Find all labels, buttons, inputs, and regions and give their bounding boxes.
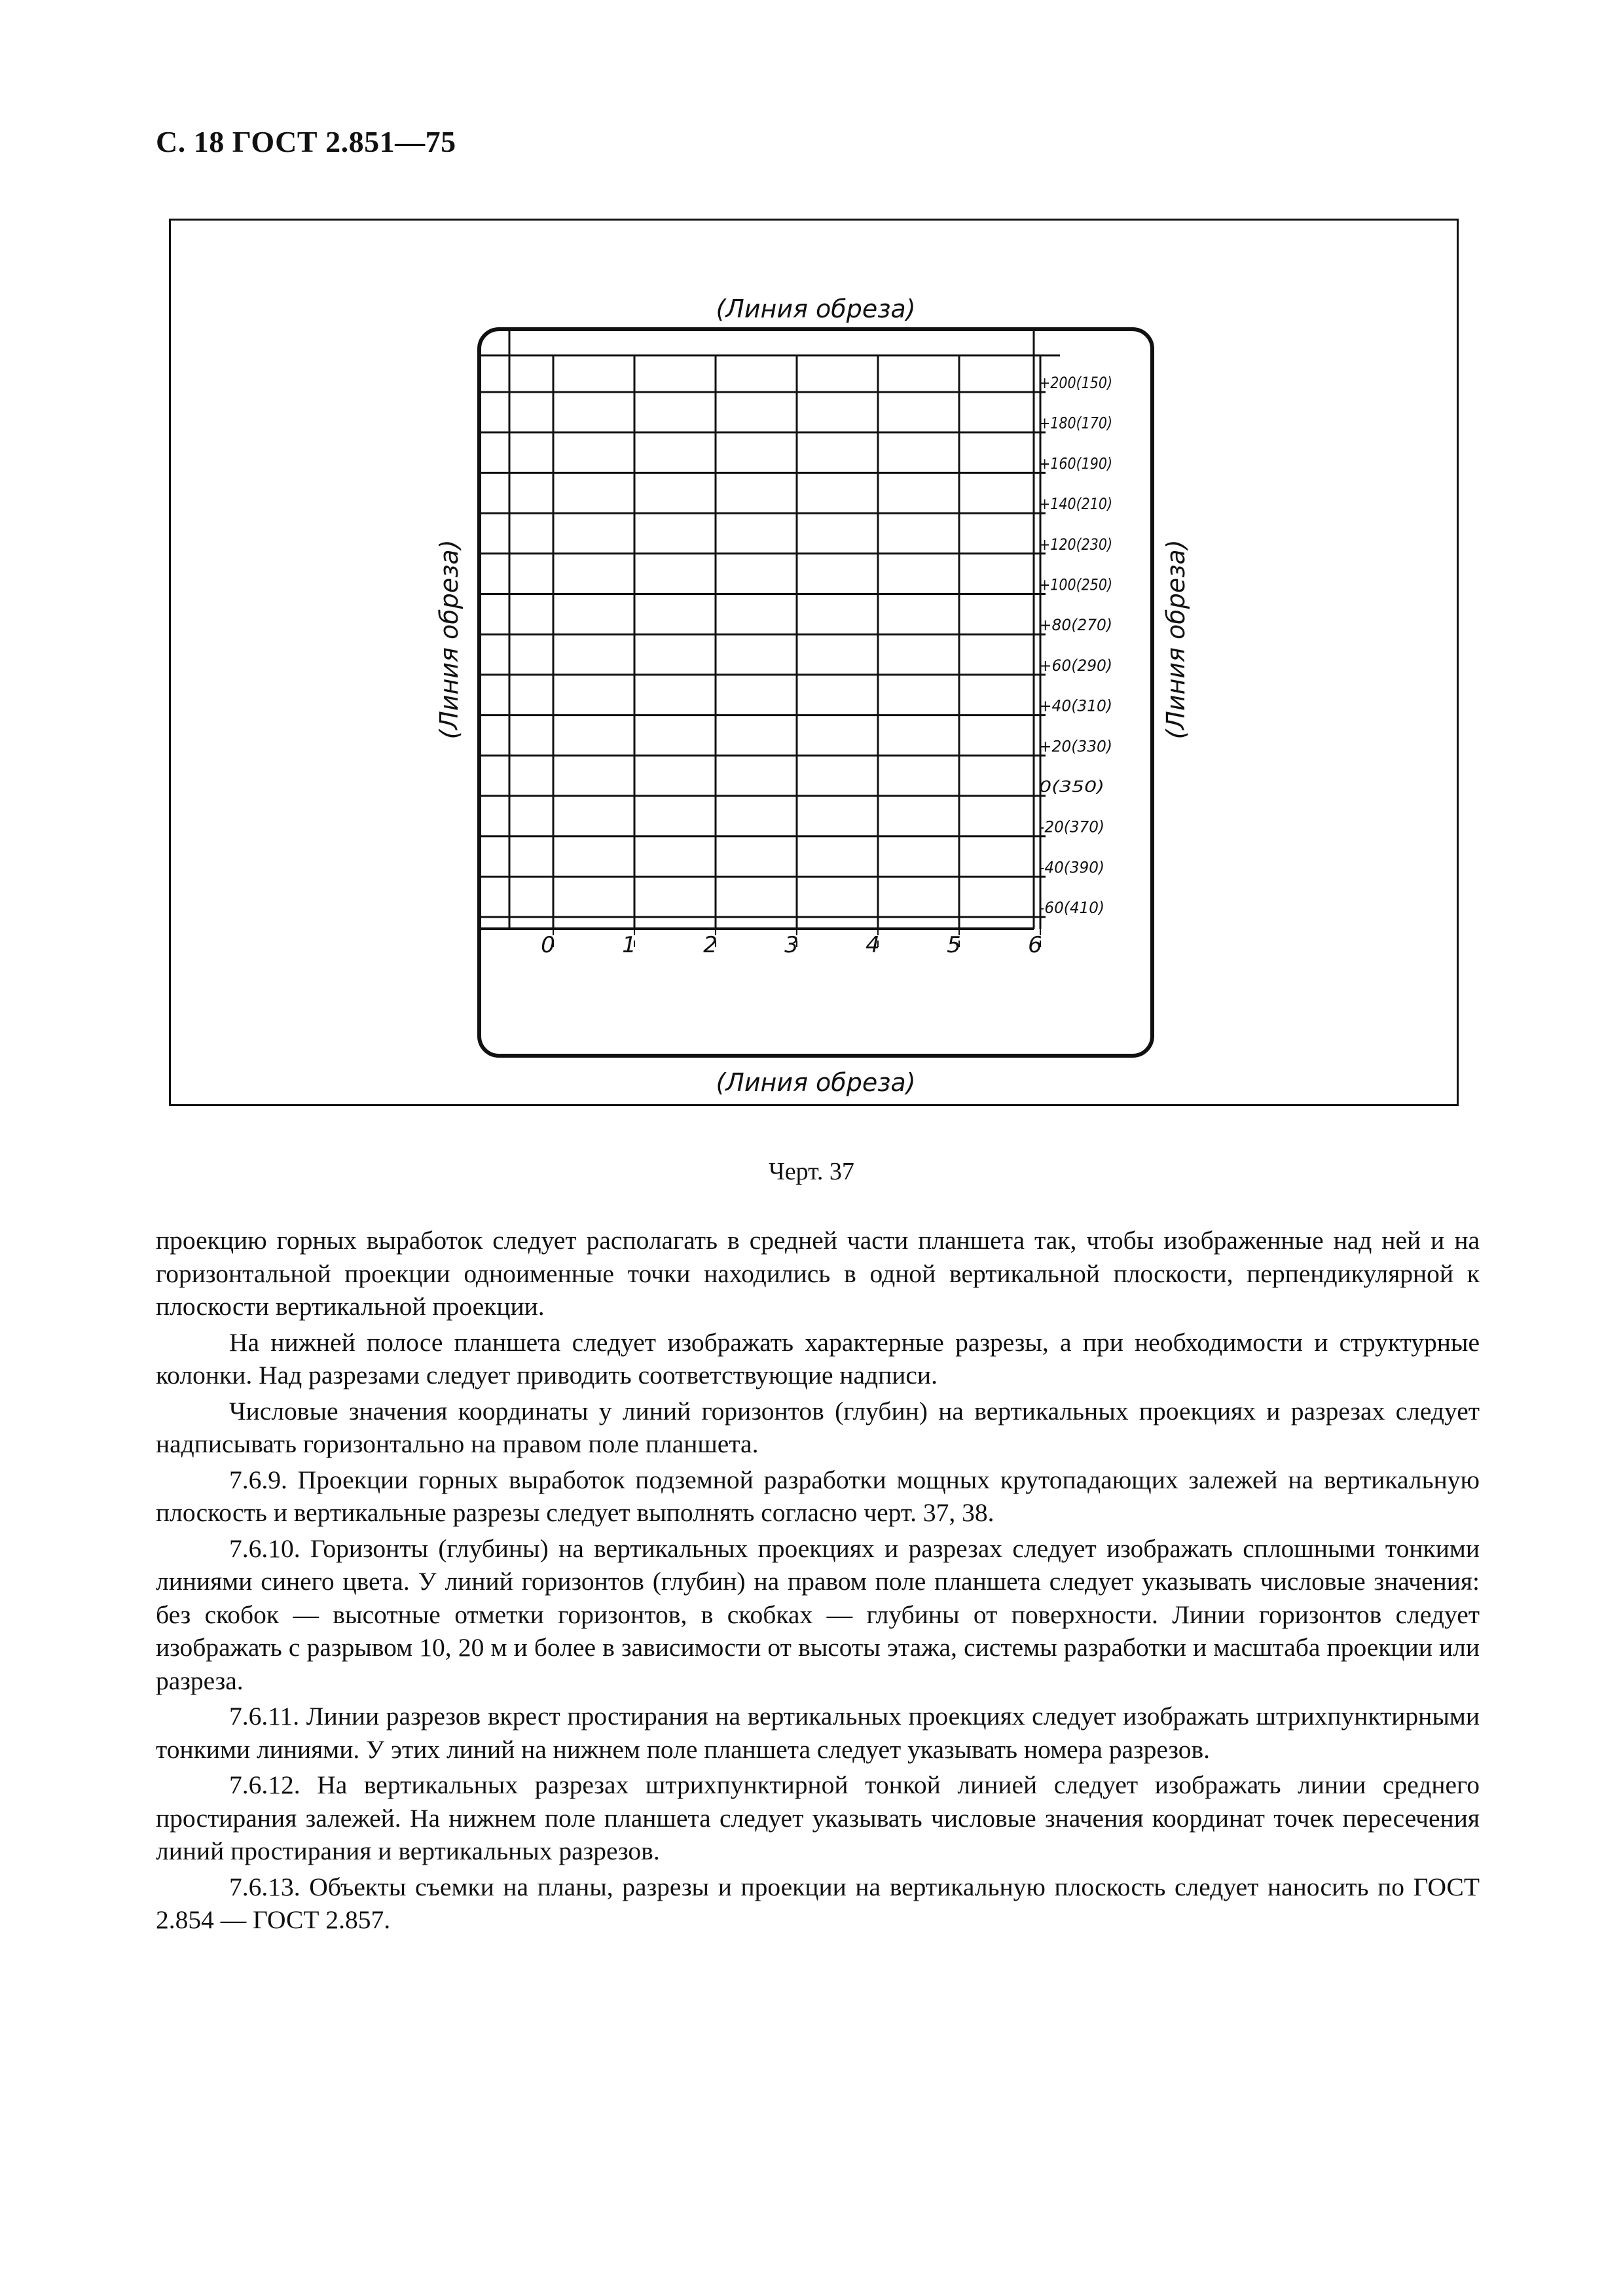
- section-number: 3: [784, 932, 799, 958]
- figure-caption: Черт. 37: [769, 1158, 854, 1185]
- cut-line-left: (Линия обреза): [435, 539, 464, 740]
- section-number: 1: [622, 932, 636, 958]
- body-text: [156, 1224, 1480, 1939]
- paragraph-5: 7.6.10. Горизонты (глубины) на вертикальных проекциях и разрезах следует изображать сплошными тонкими линиями синего цвета. У линий горизонтов (глубин) на правом поле планшета следует указывать числовые значения: без скобок — высотные отметки горизонтов, в скобках — глубины от поверхности. Линии горизонтов следует изображать с разрывом 10, 20 м и более в зависимости от высоты этажа, системы разработки и масштаба проекции или разреза.: [156, 1534, 1480, 1695]
- horizon-label: +20(330): [1039, 737, 1112, 756]
- drawing-sheet: [171, 221, 1457, 1104]
- paragraph-6: 7.6.11. Линии разрезов вкрест простирания на вертикальных проекциях следует изображать штрихпунктирными тонкими линиями. У этих линий на нижнем поле планшета следует указывать номера разрезов.: [156, 1702, 1480, 1764]
- cut-line-top: (Линия обреза): [716, 295, 916, 323]
- figure-frame: [169, 219, 1459, 1106]
- grid-layer: [479, 329, 1060, 952]
- section-number: 6: [1028, 932, 1042, 958]
- horizon-label: +120(230): [1039, 535, 1112, 554]
- horizon-label: +40(310): [1039, 696, 1112, 715]
- cut-line-bottom: (Линия обреза): [716, 1068, 916, 1097]
- horizon-label: -40(390): [1039, 858, 1104, 877]
- horizon-label: 0(350): [1039, 778, 1104, 796]
- horizon-label: +160(190): [1039, 454, 1112, 473]
- horizon-label: +140(210): [1039, 495, 1112, 514]
- page-header: С. 18 ГОСТ 2.851—75: [156, 125, 456, 158]
- paragraph-2: На нижней полосе планшета следует изображать характерные разрезы, а при необходимости и структурные колонки. Над разрезами следует приводить соответствующие надписи.: [156, 1327, 1480, 1390]
- section-number: 4: [866, 932, 880, 958]
- labels-layer: [541, 374, 1112, 958]
- sheet-outline: [479, 329, 1152, 1056]
- horizon-label: +100(250): [1039, 575, 1112, 594]
- section-number: 2: [703, 932, 718, 958]
- horizon-label: +180(170): [1039, 414, 1112, 433]
- paragraph-8: 7.6.13. Объекты съемки на планы, разрезы и проекции на вертикальную плоскость следует наносить по ГОСТ 2.854 — ГОСТ 2.857.: [156, 1872, 1480, 1934]
- horizon-label: +200(150): [1039, 374, 1112, 392]
- horizon-label: -20(370): [1039, 817, 1104, 836]
- cut-line-right: (Линия обреза): [1161, 539, 1190, 740]
- paragraph-1: проекцию горных выработок следует располагать в средней части планшета так, чтобы изображенные над ней и на горизонтальной проекции одноименные точки находились в одной вертикальной плоскости, перпендикулярной к плоскости вертикальной проекции.: [156, 1226, 1480, 1321]
- section-number: 5: [947, 932, 961, 958]
- paragraph-3: Числовые значения координаты у линий горизонтов (глубин) на вертикальных проекциях и разрезах следует надписывать горизонтально на правом поле планшета.: [156, 1396, 1480, 1458]
- section-number: 0: [541, 932, 555, 958]
- horizon-label: -60(410): [1039, 899, 1104, 918]
- paragraph-7: 7.6.12. На вертикальных разрезах штрихпунктирной тонкой линией следует изображать линии среднего простирания залежей. На нижнем поле планшета следует указывать числовые значения координат точек пересечения линий простирания и вертикальных разрезов.: [156, 1770, 1480, 1865]
- paragraph-4: 7.6.9. Проекции горных выработок подземной разработки мощных крутопадающих залежей на вертикальную плоскость и вертикальные разрезы следует выполнять согласно черт. 37, 38.: [156, 1465, 1480, 1527]
- horizon-label: +80(270): [1039, 616, 1112, 635]
- horizon-label: +60(290): [1039, 656, 1112, 675]
